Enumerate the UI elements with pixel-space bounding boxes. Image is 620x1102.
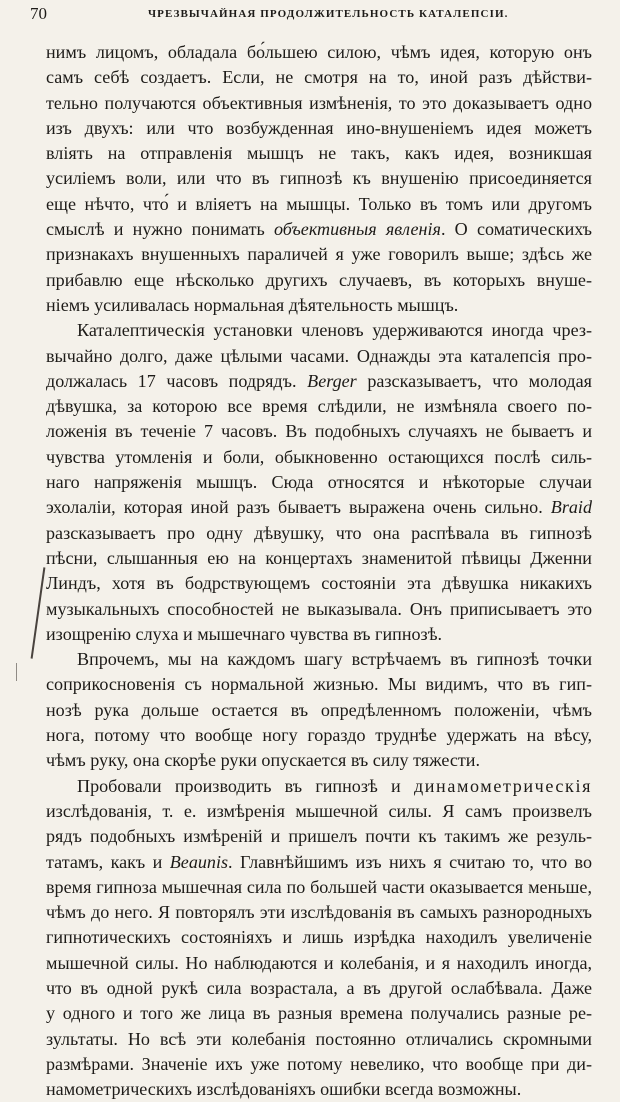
text-line: у одного и того же лица въ разныя времена получались разные ре- xyxy=(46,1003,592,1024)
text-line: нозѣ рука дольше остается въ опредѣленномъ положеніи, чѣмъ xyxy=(46,699,592,720)
text-line: смыслѣ и нужно понимать объективныя явленія. О соматическихъ xyxy=(46,219,592,240)
paragraph-2 xyxy=(46,318,592,647)
text-line: тельно получаются объективныя измѣненія, то это доказываетъ одно xyxy=(46,92,592,113)
pencil-margin-mark xyxy=(16,663,17,681)
pencil-margin-mark xyxy=(31,567,46,658)
text-line: пѣсни, слышанныя ею на концертахъ знаменитой пѣвицы Дженни xyxy=(46,547,592,568)
page-number: 70 xyxy=(30,4,47,23)
text-line: чѣмъ руку, она скорѣе руки опускается въ силу тяжести. xyxy=(46,750,480,771)
text-line: еще нѣчто, что́ и вліяетъ на мышцы. Только въ томъ или другомъ xyxy=(46,193,592,214)
text-line: что въ одной рукѣ сила возрастала, а въ другой ослабѣвала. Даже xyxy=(46,977,592,998)
text-line: вліять на отправленія мышцъ не такъ, какъ идея, возникшая xyxy=(46,143,592,164)
text-line: рядъ подобныхъ измѣреній и пришелъ почти къ такимъ же резуль- xyxy=(46,826,592,847)
body-text xyxy=(46,40,592,1102)
text-line: ніемъ усиливалась нормальная дѣятельность мышцъ. xyxy=(46,294,459,315)
running-title: ЧРЕЗВЫЧАЙНАЯ ПРОДОЛЖИТЕЛЬНОСТЬ КАТАЛЕПСІИ. xyxy=(148,8,509,20)
text-line: время гипноза мышечная сила по большей части оказывается меньше, xyxy=(46,876,592,897)
text-line: вычайно долго, даже цѣлыми часами. Однажды эта каталепсія про- xyxy=(46,345,592,366)
italic-name: Berger xyxy=(307,370,357,391)
text-line: дѣвушка, за которою все время слѣдили, не измѣняла своего по- xyxy=(46,396,592,417)
text-line: намометрическихъ изслѣдованіяхъ ошибки всегда возможны. xyxy=(46,1079,522,1100)
text-line: изощренію слуха и мышечнаго чувства въ гипнозѣ. xyxy=(46,623,443,644)
text-line: усиліемъ воли, или что въ гипнозѣ къ внушенію присоединяется xyxy=(46,168,592,189)
text-line: признакахъ внушенныхъ параличей я уже говорилъ выше; здѣсь же xyxy=(46,244,592,265)
text-line: разсказываетъ про одну дѣвушку, что она распѣвала въ гипнозѣ xyxy=(46,522,592,543)
italic-name: Braid xyxy=(550,497,592,518)
page-header xyxy=(30,4,584,26)
text-line: наго напряженія мышцъ. Сюда относятся и нѣкоторые случаи xyxy=(46,472,592,493)
paragraph-4 xyxy=(46,774,592,1102)
text-line: соприкосновенія съ нормальной жизнью. Мы видимъ, что въ гип- xyxy=(46,674,592,695)
spaced-term: динамометрическія xyxy=(413,775,592,796)
text-line: мышечной силы. Но наблюдаются и колебанія, и я находилъ иногда, xyxy=(46,952,592,973)
text-line: Каталептическія установки членовъ удерживаются иногда чрез- xyxy=(77,320,592,341)
text-line: музыкальныхъ способностей не выказывала. Онъ приписываетъ это xyxy=(46,598,592,619)
text-line: нога, потому что вообще ногу гораздо труднѣе удержать на вѣсу, xyxy=(46,725,592,746)
text-line: татамъ, какъ и Beaunis. Главнѣйшимъ изъ нихъ я считаю то, что во xyxy=(46,851,592,872)
paragraph-3 xyxy=(46,647,592,773)
text-line: прибавлю еще нѣсколько другихъ случаевъ, въ которыхъ внуше- xyxy=(46,269,592,290)
italic-name: Beaunis xyxy=(169,851,229,872)
text-line: размѣрами. Значеніе ихъ уже потому невелико, что вообще при ди- xyxy=(46,1053,592,1074)
text-line: зультаты. Но всѣ эти колебанія постоянно отличались скромными xyxy=(46,1028,592,1049)
text-line: эхолаліи, которая иной разъ бываетъ выражена очень сильно. Braid xyxy=(46,497,592,518)
text-line: изъ двухъ: или что возбужденная ино-внушеніемъ идея можетъ xyxy=(46,117,592,138)
text-line: Линдъ, хотя въ бодрствующемъ состояніи эта дѣвушка никакихъ xyxy=(46,573,592,594)
text-line: изслѣдованія, т. е. измѣренія мышечной силы. Я самъ произвелъ xyxy=(46,800,592,821)
text-line: ложенія въ теченіе 7 часовъ. Въ подобныхъ случаяхъ не бываетъ и xyxy=(46,421,592,442)
paragraph-1 xyxy=(46,40,592,318)
text-line: нимъ лицомъ, обладала бо́льшею силою, чѣмъ идея, которую онъ xyxy=(46,42,592,62)
text-line: Пробовали производить въ гипнозѣ и динамометрическія xyxy=(77,775,592,796)
text-line: Впрочемъ, мы на каждомъ шагу встрѣчаемъ въ гипнозѣ точки xyxy=(77,649,592,670)
text-line: самъ себѣ создаетъ. Если, не смотря на то, иной разъ дѣйстви- xyxy=(46,67,592,88)
text-line: гипнотическихъ состояніяхъ и лишь изрѣдка находилъ увеличеніе xyxy=(46,927,592,948)
text-line: чувства утомленія и боли, обыкновенно остающихся послѣ силь- xyxy=(46,446,592,467)
italic-name: объективныя явленія xyxy=(273,219,441,240)
text-line: должалась 17 часовъ подрядъ. Berger разсказываетъ, что молодая xyxy=(46,370,592,391)
text-line: чѣмъ до него. Я повторялъ эти изслѣдованія въ самыхъ разнородныхъ xyxy=(46,902,592,923)
